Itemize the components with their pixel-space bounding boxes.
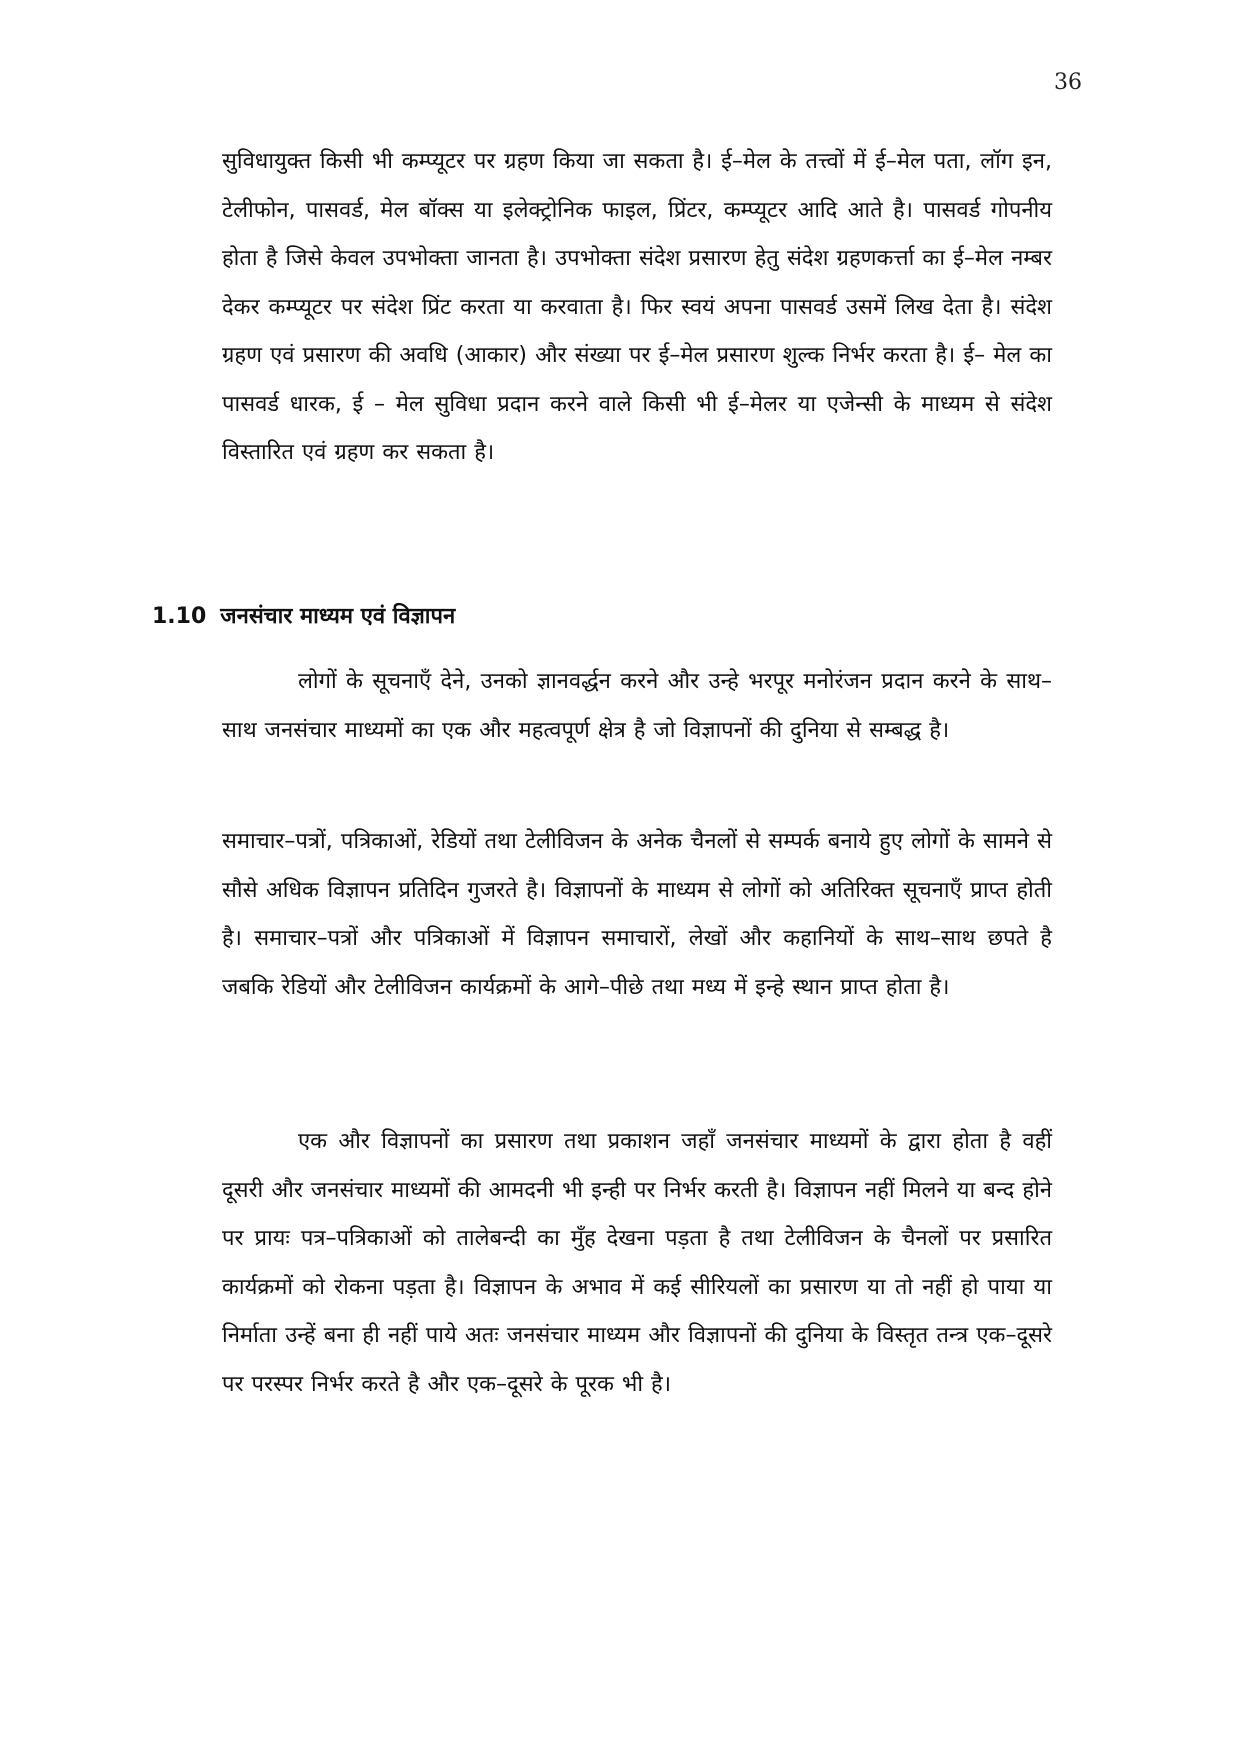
section-number: 1.10 (152, 604, 207, 629)
paragraph-email-elements: सुविधायुक्त किसी भी कम्प्यूटर पर ग्रहण किया जा सकता है। ई–मेल के तत्त्वों में ई–मेल पता, लॉग इन, टेलीफोन, पासवर्ड, मेल बॉक्स या इलेक्ट्रोनिक फाइल, प्रिंटर, कम्प्यूटर आदि आते है। पासवर्ड गोपनीय होता है जिसे केवल उपभोक्ता जानता है। उपभोक्ता संदेश प्रसारण हेतु संदेश ग्रहणकर्त्ता का ई–मेल नम्बर देकर कम्प्यूटर पर संदेश प्रिंट करता या करवाता है। फिर स्वयं अपना पासवर्ड उसमें लिख देता है। संदेश ग्रहण एवं प्रसारण की अवधि (आकार) और संख्या पर ई–मेल प्रसारण शुल्क निर्भर करता है। ई– मेल का पासवर्ड धारक, ई – मेल सुविधा प्रदान करने वाले किसी भी ई–मेलर या एजेन्सी के माध्यम से संदेश विस्तारित एवं ग्रहण कर सकता है। (222, 149, 1052, 465)
paragraph-intro-advertising: लोगों के सूचनाएँ देने, उनको ज्ञानवर्द्धन करने और उन्हे भरपूर मनोरंजन प्रदान करने के साथ–साथ जनसंचार माध्यमों का एक और महत्वपूर्ण क्षेत्र है जो विज्ञापनों की दुनिया से सम्बद्ध है। (222, 669, 1052, 743)
paragraph-media-advertising: समाचार–पत्रों, पत्रिकाओं, रेडियों तथा टेलीविजन के अनेक चैनलों से सम्पर्क बनाये हुए लोगों के सामने से सौसे अधिक विज्ञापन प्रतिदिन गुजरते है। विज्ञापनों के माध्यम से लोगों को अतिरिक्त सूचनाएँ प्राप्त होती है। समाचार–पत्रों और पत्रिकाओं में विज्ञापन समाचारों, लेखों और कहानियों के साथ–साथ छपते है जबकि रेडियों और टेलीविजन कार्यक्रमों के आगे–पीछे तथा मध्य में इन्हे स्थान प्राप्त होता है। (222, 829, 1052, 1000)
page-number: 36 (1054, 70, 1082, 95)
section-title: जनसंचार माध्यम एवं विज्ञापन (220, 604, 456, 629)
paragraph-interdependence: एक और विज्ञापनों का प्रसारण तथा प्रकाशन जहाँ जनसंचार माध्यमों के द्वारा होता है वहीं दूसरी और जनसंचार माध्यमों की आमदनी भी इन्ही पर निर्भर करती है। विज्ञापन नहीं मिलने या बन्द होने पर प्रायः पत्र–पत्रिकाओं को तालेबन्दी का मुँह देखना पड़ता है तथा टेलीविजन के चैनलों पर प्रसारित कार्यक्रमों को रोकना पड़ता है। विज्ञापन के अभाव में कई सीरियलों का प्रसारण या तो नहीं हो पाया या निर्माता उन्हें बना ही नहीं पाये अतः जनसंचार माध्यम और विज्ञापनों की दुनिया के विस्तृत तन्त्र एक–दूसरे पर परस्पर निर्भर करते है और एक–दूसरे के पूरक भी है। (222, 1129, 1052, 1397)
section-heading (152, 602, 952, 632)
